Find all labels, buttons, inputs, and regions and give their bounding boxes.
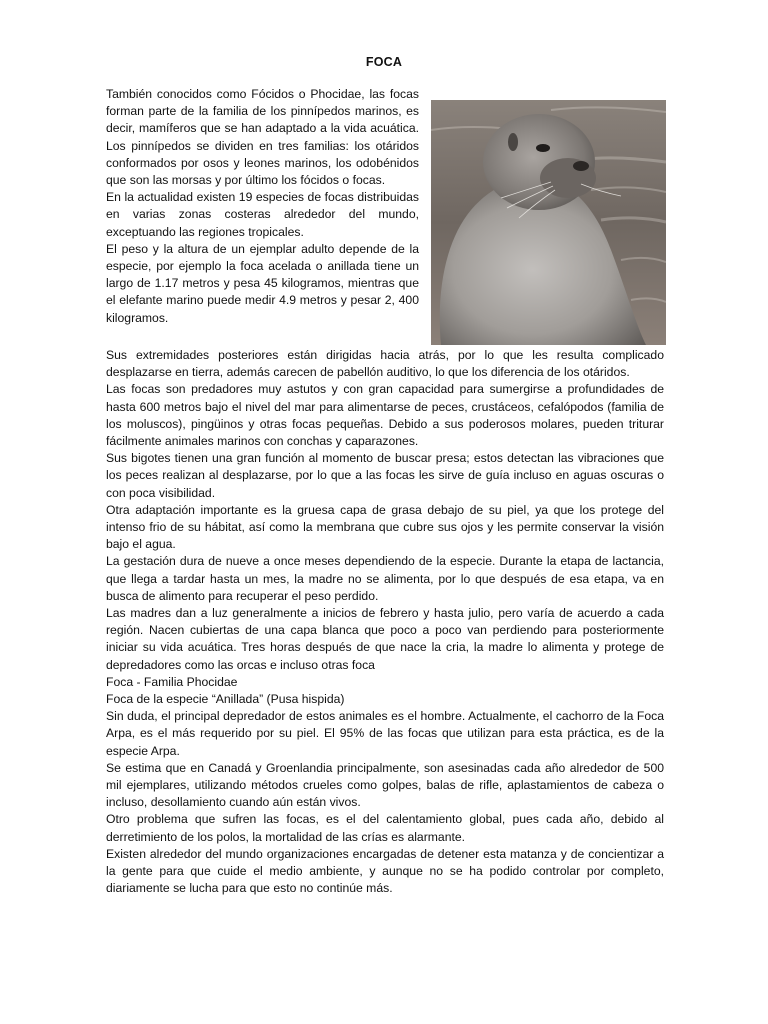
body-paragraph: Sus extremidades posteriores están dirigidas hacia atrás, por lo que les resulta complicado desplazarse en tierra, además carecen de pabellón auditivo, lo que los diferencia de los otáridos. xyxy=(106,348,664,380)
main-text xyxy=(106,347,664,898)
seal-nose xyxy=(573,161,589,171)
intro-text-column xyxy=(106,86,419,327)
seal-photo xyxy=(431,100,666,345)
body-paragraph: Las madres dan a luz generalmente a inicios de febrero y hasta julio, pero varía de acuerdo a cada región. Nacen cubiertas de una capa blanca que poco a poco van perdiendo para posteriormente iniciar su vida acuática. Tres horas después de que nace la cria, la madre lo alimenta y protege de depredadores como las orcas e incluso otras foca xyxy=(106,606,664,672)
body-paragraph: Otra adaptación importante es la gruesa capa de grasa debajo de su piel, ya que los protege del intenso frio de su hábitat, así como la membrana que cubre sus ojos y les permite conservar la visión bajo el agua. xyxy=(106,502,664,552)
body-paragraph: Otro problema que sufren las focas, es el del calentamiento global, pues cada año, debido al derretimiento de los polos, la mortalidad de las crías es alarmante. xyxy=(106,812,664,844)
intro-paragraph: En la actualidad existen 19 especies de focas distribuidas en varias zonas costeras alrededor del mundo, exceptuando las regiones tropicales. xyxy=(106,190,419,239)
body-paragraph: Existen alrededor del mundo organizaciones encargadas de detener esta matanza y de concientizar a la gente para que cuide el medio ambiente, y aunque no se ha podido controlar por completo, diariamente se lucha para que esto no continúe más. xyxy=(106,846,664,896)
body-paragraph: La gestación dura de nueve a once meses dependiendo de la especie. Durante la etapa de lactancia, que llega a tardar hasta un mes, la madre no se alimenta, por lo que después de esa etapa, va en busca de alimento para recuperar el peso perdido. xyxy=(106,554,664,603)
caption-family: Foca - Familia Phocidae xyxy=(106,674,238,689)
body-paragraph: Sus bigotes tienen una gran función al momento de buscar presa; estos detectan las vibraciones que los peces realizan al desplazarse, por lo que a las focas les sirve de guía incluso en aguas oscuras o con poca visibilidad. xyxy=(106,451,664,500)
intro-paragraph: El peso y la altura de un ejemplar adulto depende de la especie, por ejemplo la foca acelada o anillada tiene un largo de 1.17 metros y pesa 45 kilogramos, mientras que el elefante marino puede medir 4.9 metros y pesar 2, 400 kilogramos. xyxy=(106,241,419,325)
seal-ear xyxy=(508,133,518,151)
body-paragraph: Sin duda, el principal depredador de estos animales es el hombre. Actualmente, el cachorro de la Foca Arpa, es el más requerido por su piel. El 95% de las focas que utilizan para esta práctica, es de la especie Arpa. xyxy=(106,709,664,758)
body-paragraph: Las focas son predadores muy astutos y con gran capacidad para sumergirse a profundidades de hasta 600 metros bajo el nivel del mar para alimentarse de peces, crustáceos, cefalópodos (familia de los moluscos), pingüinos y otras focas pequeñas. Debido a sus poderosos molares, pueden triturar fácilmente animales marinos con conchas y caparazones. xyxy=(106,382,664,449)
seal-illustration xyxy=(431,100,666,345)
document-title: FOCA xyxy=(365,55,403,69)
seal-eye xyxy=(536,144,550,152)
body-paragraph: Se estima que en Canadá y Groenlandia principalmente, son asesinadas cada año alrededor de 500 mil ejemplares, utilizando métodos crueles como golpes, balas de rifle, aplastamientos de cabeza o incluso, desollamiento cuando aún están vivos. xyxy=(106,760,664,810)
caption-species: Foca de la especie “Anillada” (Pusa hispida) xyxy=(106,692,345,707)
intro-paragraph: También conocidos como Fócidos o Phocidae, las focas forman parte de la familia de los pinnípedos marinos, es decir, mamíferos que se han adaptado a la vida acuática. Los pinnípedos se dividen en tres familias: los otáridos conformados por osos y leones marinos, los odobénidos que son las morsas y por último los fócidos o focas. xyxy=(106,87,419,188)
